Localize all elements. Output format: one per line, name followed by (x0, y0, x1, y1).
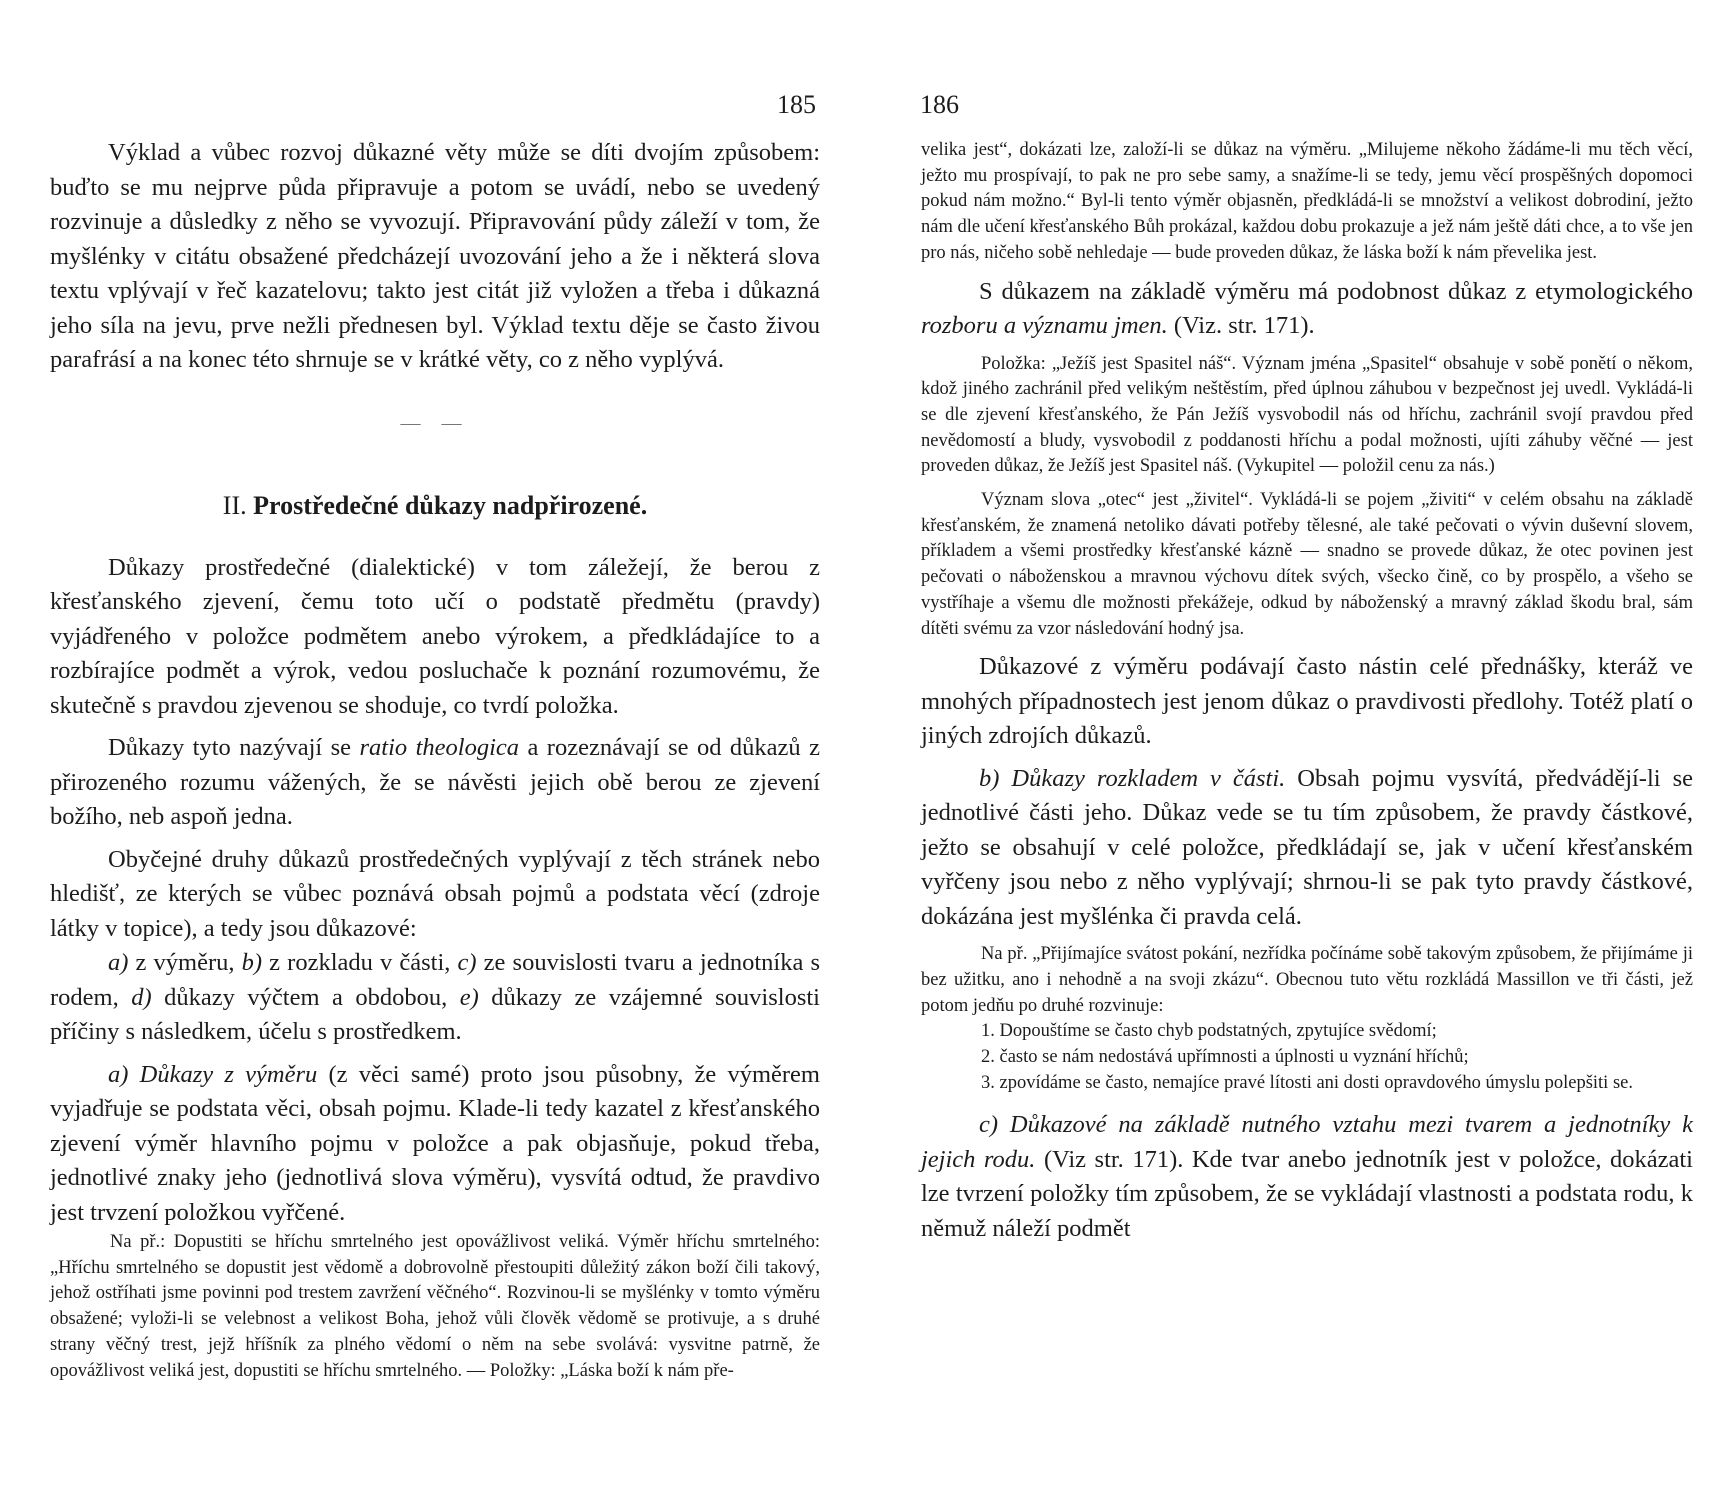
text-run: (Viz str. 171). Kde tvar anebo jednotník jest v položce, dokázati lze tvrzení položky tím způsobem, že se vykládají vlastnosti a podstata rodu, k němuž náleží podmět (921, 1145, 1693, 1242)
italic-term: ratio theologica (359, 734, 520, 761)
list-item: 2. často se nám nedostává upřímnosti a úplnosti u vyznání hříchů; (981, 1047, 1469, 1068)
enum-letter: e) (459, 983, 479, 1011)
list-item: 3. zpovídáme se často, nemajíce pravé lítosti ani dosti opravdového úmyslu polepšiti se. (981, 1072, 1633, 1093)
italic-heading: c) Důkazové na základě nutného vztahu mezi tvarem a jednotníky k jejich rodu. (921, 1111, 1693, 1173)
example-paragraph: velika jest“, dokázati lze, založí-li se důkaz na výměru. „Milujeme někoho žádáme-li mu těch věcí, ježto mu prospívají, to pak ne pro sebe samy, a snažíme-li se tedy, jemu věcí prospěšných dopomoci pokud nám možno.“ Byl-li tento výměr objasněn, předkládá-li se množství a velikost dobrodiní, ježto nám dle učení křesťanského Bůh prokázal, každou dobu prokazuje a jež nám ještě dáti chce, a to vše jen pro nás, ničeho sobě nehledaje — bude proveden důkaz, že láska boží k nám převelika jest. (921, 140, 1693, 263)
text-run: (Viz. str. 171). (1167, 312, 1315, 340)
example-paragraph: Na př. „Přijímajíce svátost pokání, nezřídka počínáme sobě takovým způsobem, že přijímáme ji bez užitku, ano i nehodně a na svoji zkázu“. Obecnou tuto větu rozkládá Massillon ve tři části, jež potom jedňu po druhé rozvinuje: (921, 944, 1693, 1016)
heading-title: Prostředečné důkazy nadpřirozené. (253, 490, 648, 520)
paragraph (921, 1108, 1693, 1246)
example-paragraph: Význam slova „otec“ jest „živitel“. Vykládá-li se pojem „živiti“ v celém obsahu na základě křesťanském, že znamená netoliko dávati potřeby tělesné, ale také pečovati o vývin duševní slovem, příkladem a všemi prostředky křesťanské kázně — snadno se provede důkaz, že otec povinen jest pečovati o náboženskou a mravnou výchovu dítek svých, všecko čině, co by prospělo, a všeho se vystříhaje a všemu dle možnosti překážeje, odkud by náboženský a mravný základ škodu bral, sám dítěti svému za vzor následování hodný jsa. (921, 490, 1693, 639)
text-run: důkazy výčtem a obdobou, (151, 983, 460, 1011)
paragraph: Důkazové z výměru podávají často nástin celé přednášky, kteráž ve mnohých případnostech jest jenom důkaz o pravdivosti předlohy. Totéž platí o jiných zdrojích důkazů. (921, 653, 1693, 750)
italic-heading: b) Důkazy rozkladem v části. (979, 764, 1286, 792)
example-paragraph: Položka: „Ježíš jest Spasitel náš“. Význam jména „Spasitel“ obsahuje v sobě ponětí o někom, kdož jiného zachránil před velikým neštěstím, před úplnou záhubou v bezpečnost jej uvedl. Vykládá-li se dle zjevení křesťanského, že Pán Ježíš vysvobodil nás od hříchu, zachránil svojí pravdou před nevědomostí a bludy, vysvobodil z poddanosti hříchu a podal možnosti, ujíti záhuby věčné — jest proveden důkaz, že Ježíš jest Spasitel náš. (Vykupitel — položil cenu za nás.) (921, 353, 1693, 477)
text-run: z výměru, (128, 949, 242, 976)
example-paragraph: Na př.: Dopustiti se hříchu smrtelného jest opovážlivost veliká. Výměr hříchu smrtelného: „Hříchu smrtelného se dopustit jest vědomě a dobrovolně přestoupiti důležitý zákon boží čili takový, jehož ostříhati jsme povinni pod trestem zavržení věčného“. Rozvinou-li se myšlénky v tomto výměru obsažené; vyloži-li se velebnost a velikost Boha, jehož vůli člověk vědomě se protivuje, a s druhé strany věčný trest, jejž hříšník za plného vědomí o něm na sebe svolává: vysvitne patrně, že opovážlivost veliká jest, dopustiti se hříchu smrtelného. — Položky: „Láska boží k nám pře- (50, 1232, 820, 1381)
enum-letter: a) (108, 949, 129, 976)
paragraph (50, 731, 820, 835)
text-run: Důkazy tyto nazývají se (108, 734, 360, 761)
right-text-column (921, 138, 1693, 1246)
text-run: (z věci samé) proto jsou působny, že výměrem vyjadřuje se podstata věci, obsah pojmu. Klade-li tedy kazatel z křesťanského zjevení výměr hlavního pojmu v položce a pak objasňuje, pokud třeba, jednotlivé znaky jeho (jednotlivá slova výměru), vysvítá odtud, že pravdivo jest trvzení položkou vyřčené. (50, 1060, 820, 1226)
enum-letter: b) (241, 949, 263, 976)
list-item: 1. Dopouštíme se často chyb podstatných, zpytujíce svědomí; (981, 1021, 1437, 1042)
paragraph: Důkazy prostředečné (dialektické) v tom záležejí, že berou z křesťanského zjevení, čemu toto učí o podstatě předmětu (pravdy) vyjádřeného v položce podmětem anebo výrokem, a předkládajíce to a rozbírajíce podmět a výrok, vedou posluchače k poznání rozumovému, že skutečně s pravdou zjevenou se shoduje, co tvrdí položka. (50, 553, 820, 719)
text-run: a rozeznávají se od důkazů z přirozeného rozumu vážených, že se návěsti jejich obě berou ze zjevení božího, neb aspoň jedna. (50, 734, 820, 830)
text-run: Obsah pojmu vysvítá, předvádějí-li se jednotlivé části jeho. Důkaz vede se tu tím způsobem, že pravdy částkové, ježto se obsahují v celé položce, předkládají se, jak v učení křesťanském vyřčeny jsou nebo z něho vyplývají; shrnou-li se pak tyto pravdy částkové, dokázána jest myšlénka či pravda celá. (921, 764, 1693, 930)
left-text-column (50, 136, 820, 1384)
italic-heading: a) Důkazy z výměru (108, 1060, 318, 1088)
paragraph (921, 762, 1693, 935)
paragraph (50, 1058, 820, 1231)
text-run: ze souvislosti tvaru a jednotníka s rodem, (50, 949, 820, 1011)
enum-letter: d) (131, 983, 152, 1011)
section-heading (50, 491, 820, 521)
page-number: 185 (777, 90, 816, 119)
enumeration-paragraph (50, 946, 820, 1050)
text-run: S důkazem na základě výměru má podobnost důkaz z etymologického (979, 277, 1693, 305)
paragraph: Obyčejné druhy důkazů prostředečných vyplývají z těch stránek nebo hledišť, ze kterých se vůbec poznává obsah pojmů a podstata věcí (zdroje látky v topice), a tedy jsou důkazové: (50, 845, 820, 942)
paragraph: Výklad a vůbec rozvoj důkazné věty může se díti dvojím způsobem: buďto se mu nejprve půda připravuje a potom se uvádí, nebo se uvedený rozvinuje a důsledky z něho se vyvozují. Připravování půdy záleží v tom, že myšlénky v citátu obsažené předcházejí uvozování jeho a že i některá slova textu vplývají v řeč kazatelovu; takto jest citát již vyložen a třeba i důkazná jeho síla na jevu, prve nežli přednesen byl. Výklad textu děje se často živou parafrásí a na konec této shrnuje se v krátké věty, co z něho vyplývá. (50, 139, 820, 373)
text-run: z rozkladu v části, (262, 949, 458, 976)
numbered-list (921, 1019, 1693, 1096)
enum-letter: c) (457, 949, 477, 976)
italic-term: rozboru a významu jmen. (921, 312, 1168, 340)
paragraph (921, 275, 1693, 344)
text-run: důkazy ze vzájemné souvislosti příčiny s následkem, účelu s prostředkem. (50, 983, 820, 1045)
separator: — — (400, 411, 470, 434)
page-number: 186 (920, 90, 959, 119)
right-page (866, 0, 1732, 1500)
heading-number: II. (222, 490, 247, 520)
